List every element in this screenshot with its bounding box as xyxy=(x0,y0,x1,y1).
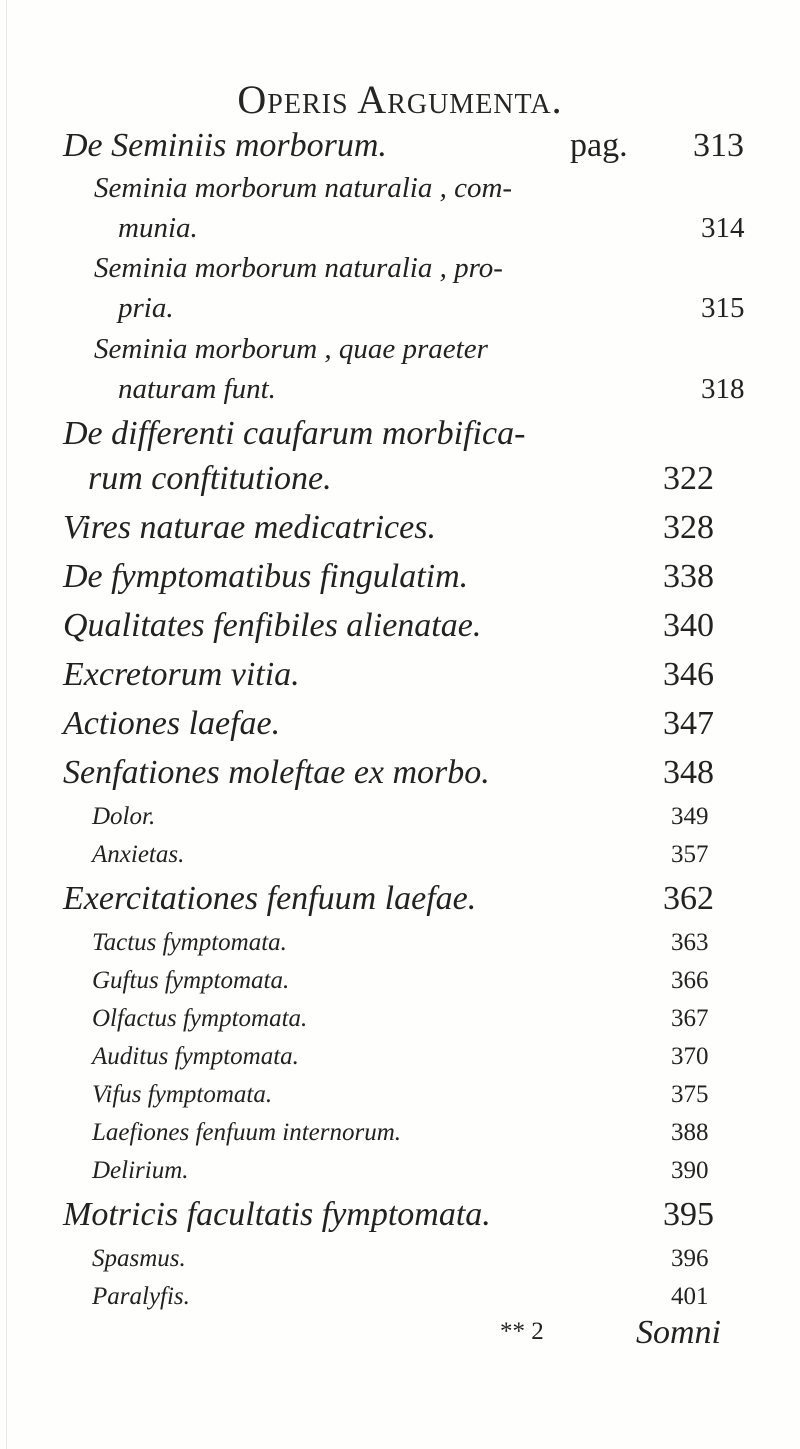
toc-entry-title: Actiones laefae. xyxy=(63,705,281,742)
toc-page-label: pag. xyxy=(570,127,628,164)
toc-page-number: 367 xyxy=(671,1005,709,1032)
toc-entry-title: munia. xyxy=(118,212,198,244)
toc-page-number: 322 xyxy=(663,460,714,497)
toc-page-number: 340 xyxy=(663,607,714,644)
toc-page-number: 357 xyxy=(671,841,709,868)
toc-entry-title: Excretorum vitia. xyxy=(63,656,300,693)
toc-entry-title: naturam funt. xyxy=(118,373,276,405)
toc-entry-title: Seminia morborum naturalia , com- xyxy=(94,172,513,204)
toc-entry-title: Laefiones fenfuum internorum. xyxy=(92,1119,402,1146)
toc-page-number: 315 xyxy=(701,292,745,324)
toc-page-number: 314 xyxy=(701,212,745,244)
toc-page-number: 375 xyxy=(671,1081,709,1108)
toc-entry-title: Spasmus. xyxy=(92,1245,186,1272)
toc-entry-title: De Seminiis morborum. xyxy=(63,127,387,164)
toc-page-number: 396 xyxy=(671,1245,709,1272)
toc-entry-title: Paralyfis. xyxy=(92,1283,190,1310)
toc-entry-title: Delirium. xyxy=(92,1157,189,1184)
toc-page-number: 338 xyxy=(663,558,714,595)
page-header: Operis Argumenta. xyxy=(237,77,563,122)
toc-entry-title: Senfationes moleftae ex morbo. xyxy=(63,754,490,791)
toc-page-number: 388 xyxy=(671,1119,709,1146)
toc-page-number: 346 xyxy=(663,656,714,693)
toc-page-number: 348 xyxy=(663,754,714,791)
toc-entry-title: Auditus fymptomata. xyxy=(92,1043,299,1070)
catchword: Somni xyxy=(636,1314,721,1351)
toc-entry-title: Qualitates fenfibiles alienatae. xyxy=(63,607,482,644)
toc-entry-title: Vires naturae medicatrices. xyxy=(63,509,436,546)
toc-page-number: 349 xyxy=(671,803,709,830)
toc-page-number: 395 xyxy=(663,1196,714,1233)
toc-entry-title: Motricis facultatis fymptomata. xyxy=(63,1196,491,1233)
toc-entry-title: Tactus fymptomata. xyxy=(92,929,287,956)
toc-entry-title: De fymptomatibus fingulatim. xyxy=(63,558,469,595)
toc-entry-title: Seminia morborum naturalia , pro- xyxy=(94,252,503,284)
toc-entry-title: rum conftitutione. xyxy=(88,460,332,497)
toc-page-number: 328 xyxy=(663,509,714,546)
toc-entry-title: De differenti caufarum morbifica- xyxy=(63,415,526,452)
toc-entry-title: Anxietas. xyxy=(92,841,185,868)
toc-page-number: 370 xyxy=(671,1043,709,1070)
toc-entry-title: Guftus fymptomata. xyxy=(92,967,290,994)
toc-entry-title: pria. xyxy=(118,292,174,324)
toc-page-number: 313 xyxy=(693,127,744,164)
toc-entry-title: Exercitationes fenfuum laefae. xyxy=(63,880,477,917)
toc-page-number: 390 xyxy=(671,1157,709,1184)
toc-entry-title: Olfactus fymptomata. xyxy=(92,1005,308,1032)
toc-entry-title: Dolor. xyxy=(92,803,156,830)
signature-mark: ** 2 xyxy=(500,1318,544,1345)
page-edge xyxy=(6,0,7,1449)
toc-entry-title: Vifus fymptomata. xyxy=(92,1081,273,1108)
toc-entry-title: Seminia morborum , quae praeter xyxy=(94,333,488,365)
toc-page-number: 401 xyxy=(671,1283,709,1310)
toc-page-number: 362 xyxy=(663,880,714,917)
toc-page-number: 366 xyxy=(671,967,709,994)
toc-page-number: 363 xyxy=(671,929,709,956)
toc-page-number: 347 xyxy=(663,705,714,742)
toc-page-number: 318 xyxy=(701,373,745,405)
